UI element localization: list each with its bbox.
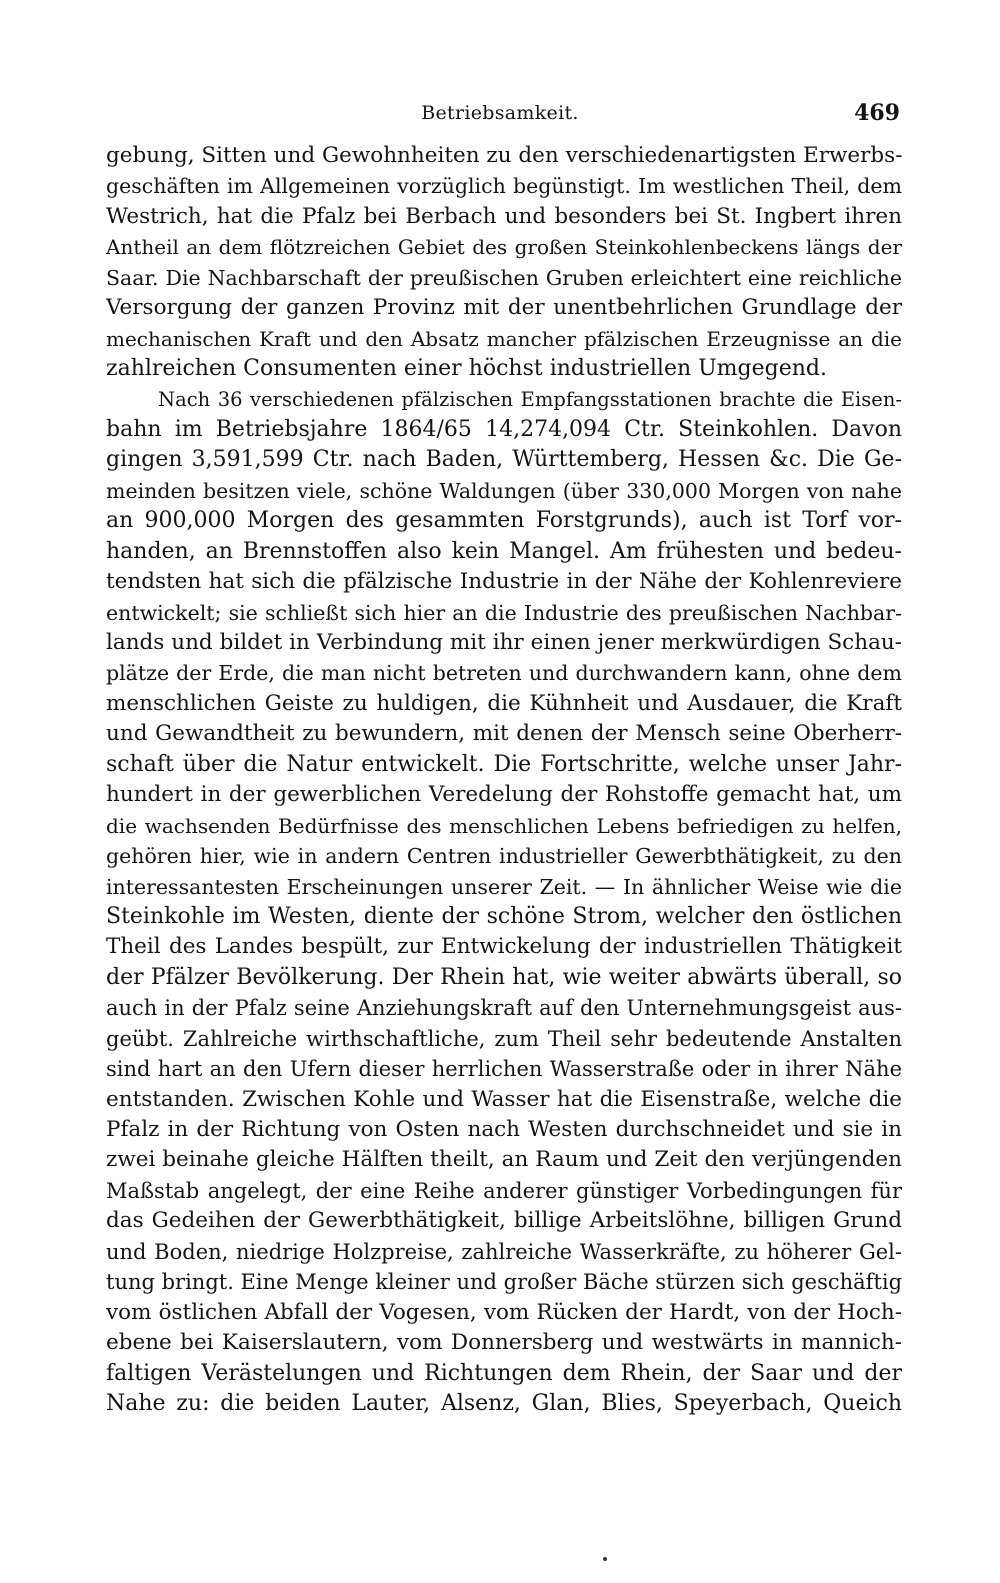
text-line: hundert in der gewerblichen Veredelung der Rohstoffe gemacht hat, um [106,782,902,808]
text-line: interessantesten Erscheinungen unserer Zeit. — In ähnlicher Weise wie die [106,874,902,899]
text-line: Pfalz in der Richtung von Osten nach Westen durchschneidet und sie in [106,1117,902,1142]
text-line: lands und bildet in Verbindung mit ihr einen jener merkwürdigen Schau- [106,630,902,655]
text-line: Versorgung der ganzen Provinz mit der unentbehrlichen Grundlage der [106,295,902,321]
text-line: und Boden, niedrige Holzpreise, zahlreiche Wasserkräfte, zu höherer Gel- [106,1239,902,1264]
text-line: faltigen Verästelungen und Richtungen dem Rhein, der Saar und der [106,1360,902,1386]
text-line: tendsten hat sich die pfälzische Industrie in der Nähe der Kohlenreviere [106,569,902,595]
text-line: zwei beinahe gleiche Hälften theilt, an Raum und Zeit den verjüngenden [106,1147,902,1173]
text-line: Nahe zu: die beiden Lauter, Alsenz, Glan, Blies, Speyerbach, Queich [106,1390,902,1416]
text-line: Westrich, hat die Pfalz bei Berbach und besonders bei St. Ingbert ihren [106,203,902,229]
text-line: die wachsenden Bedürfnisse des menschlichen Lebens befriedigen zu helfen, [106,813,902,838]
text-line: gehören hier, wie in andern Centren industrieller Gewerbthätigkeit, zu den [106,844,902,869]
text-line: geübt. Zahlreiche wirthschaftliche, zum Theil sehr bedeutende Anstalten [106,1026,902,1051]
text-line: der Pfälzer Bevölkerung. Der Rhein hat, wie weiter abwärts überall, so [106,964,902,990]
text-line: handen, an Brennstoffen also kein Mangel. Am frühesten und bedeu- [106,538,902,564]
text-line: Antheil an dem flötzreichen Gebiet des großen Steinkohlenbeckens längs der [106,235,902,260]
text-line: Steinkohle im Westen, diente der schöne Strom, welcher den östlichen [106,903,902,929]
text-line: gebung, Sitten und Gewohnheiten zu den verschiedenartigsten Erwerbs- [106,143,903,168]
text-line: Maßstab angelegt, der eine Reihe anderer günstiger Vorbedingungen für [106,1178,902,1203]
text-line: plätze der Erde, die man nicht betreten und durchwandern kann, ohne dem [106,661,902,686]
text-line: zahlreichen Consumenten einer höchst industriellen Umgegend. [106,356,827,382]
body-text [106,141,902,1419]
text-line: vom östlichen Abfall der Vogesen, vom Rücken der Hardt, von der Hoch- [106,1299,902,1325]
text-line: Theil des Landes bespült, zur Entwickelung der industriellen Thätigkeit [106,934,902,960]
text-line: tung bringt. Eine Menge kleiner und großer Bäche stürzen sich geschäftig [106,1270,903,1295]
text-line: mechanischen Kraft und den Absatz mancher pfälzischen Erzeugnisse an die [106,326,902,351]
text-line: geschäften im Allgemeinen vorzüglich begünstigt. Im westlichen Theil, dem [106,174,902,199]
text-line: sind hart an den Ufern dieser herrlichen Wasserstraße oder in ihrer Nähe [106,1057,902,1082]
text-line: schaft über die Natur entwickelt. Die Fortschritte, welche unser Jahr- [106,751,902,777]
text-line: entwickelt; sie schließt sich hier an die Industrie des preußischen Nachbar- [106,600,902,625]
running-head [100,100,900,130]
text-line: das Gedeihen der Gewerbthätigkeit, billige Arbeitslöhne, billigen Grund [106,1208,902,1234]
text-line: gingen 3,591,599 Ctr. nach Baden, Württemberg, Hessen &c. Die Ge- [106,447,902,473]
text-line: und Gewandtheit zu bewundern, mit denen der Mensch seine Oberherr- [106,721,902,747]
text-line: menschlichen Geiste zu huldigen, die Kühnheit und Ausdauer, die Kraft [106,690,902,716]
text-line: Nach 36 verschiedenen pfälzischen Empfangsstationen brachte die Eisen- [158,387,902,411]
text-line: bahn im Betriebsjahre 1864/65 14,274,094 Ctr. Steinkohlen. Davon [106,416,902,442]
page-number: 469 [854,100,900,126]
text-line: auch in der Pfalz seine Anziehungskraft auf den Unternehmungsgeist aus- [106,996,902,1021]
text-line: an 900,000 Morgen des gesammten Forstgrunds), auch ist Torf vor- [106,508,902,534]
text-line: meinden besitzen viele, schöne Waldungen (über 330,000 Morgen von nahe [106,478,902,503]
page-speck [603,1557,607,1561]
running-title: Betriebsamkeit. [421,102,579,124]
text-line: ebene bei Kaiserslautern, vom Donnersberg und westwärts in mannich- [106,1330,902,1356]
text-line: entstanden. Zwischen Kohle und Wasser hat die Eisenstraße, welche die [106,1086,902,1112]
text-line: Saar. Die Nachbarschaft der preußischen Gruben erleichtert eine reichliche [106,265,902,290]
